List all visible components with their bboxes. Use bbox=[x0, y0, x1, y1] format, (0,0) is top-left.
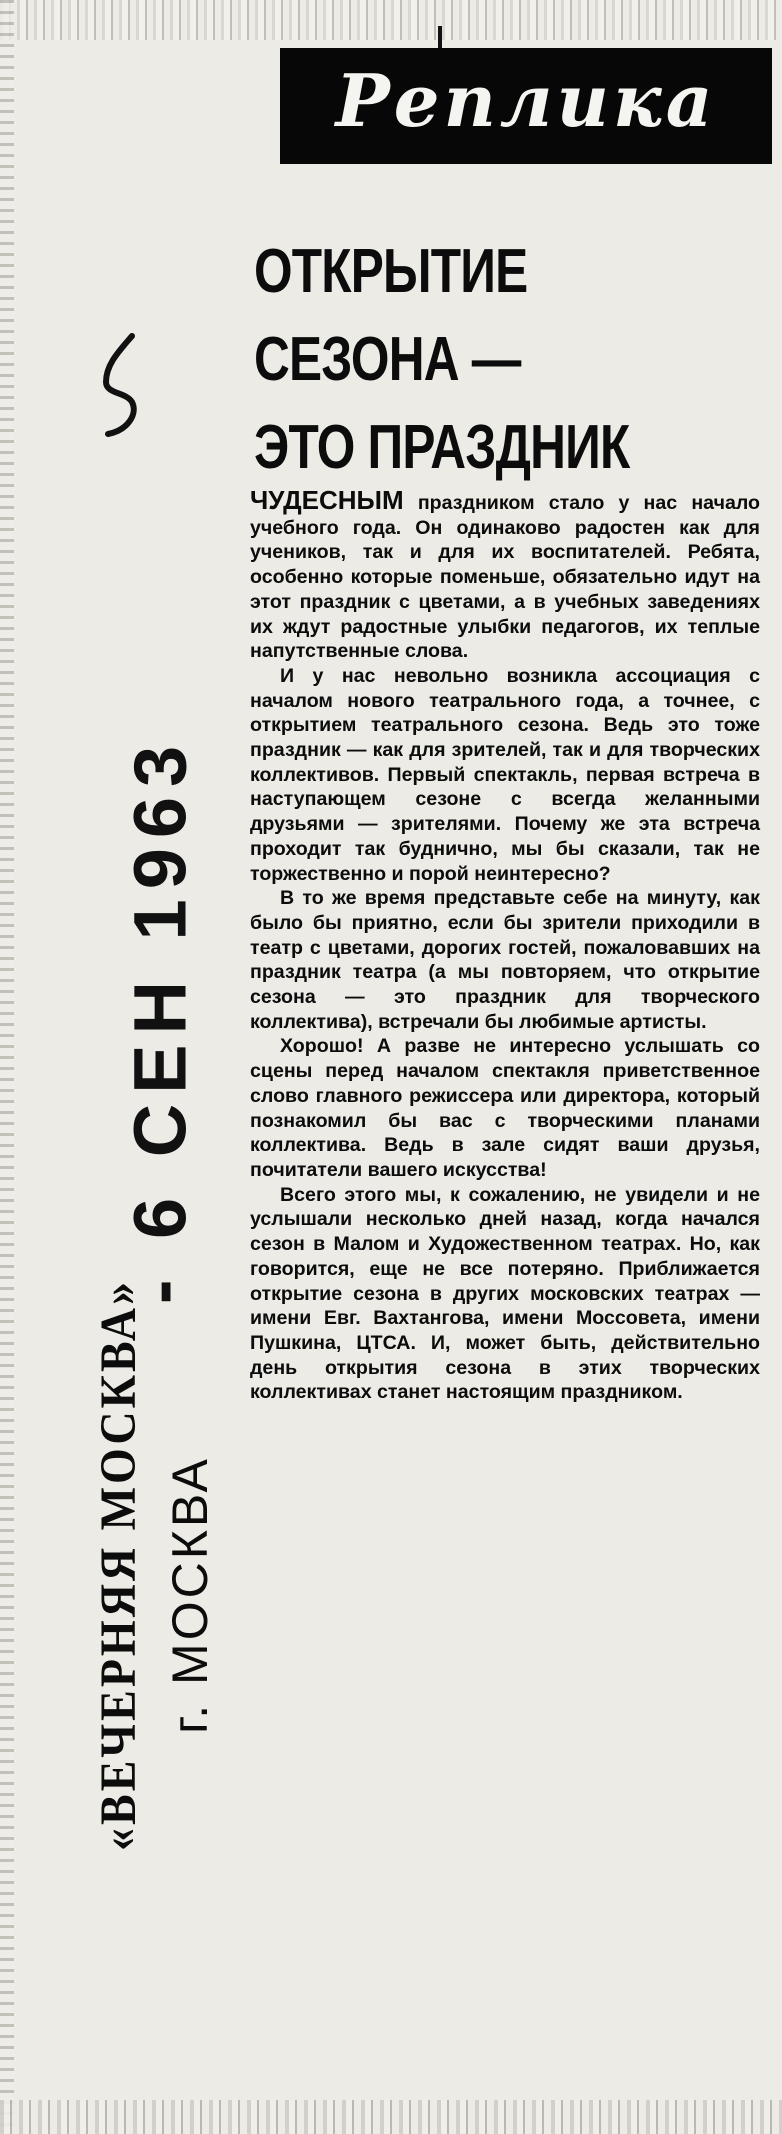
headline-line-2: СЕЗОНА — bbox=[254, 325, 521, 394]
rubric-banner bbox=[280, 48, 772, 164]
date-stamp: - 6 СЕН 1963 bbox=[118, 735, 202, 1305]
city-stamp: г. МОСКВА bbox=[162, 1456, 218, 1734]
article-paragraph-2: И у нас невольно возникла ассоциация с началом нового театрального года, а точнее, с открытием театрального сезона. Ведь это тоже праздник — как для зрителей, так и для творческих коллективов. Первый спектакль, первая встреча в наступающем сезоне с всегда желанными друзьями — зрителями. Почему же эта встреча проходит так буднично, мы бы сказали, так не торжественно и порой неинтересно? bbox=[250, 664, 760, 885]
headline-line-1: ОТКРЫТИЕ bbox=[254, 237, 528, 306]
article-body bbox=[250, 485, 760, 1405]
headline-line-3: ЭТО ПРАЗДНИК bbox=[254, 413, 630, 482]
article-paragraph-1 bbox=[250, 485, 760, 664]
lead-word: ЧУДЕСНЫМ bbox=[250, 485, 404, 515]
paragraph-1-text: праздником стало у нас начало учебного года. Он одинаково радостен как для учеников, так и для их воспитателей. Ребята, особенно которые поменьше, обязательно идут на этот праздник с цветами, а в учебных заведениях их ждут радостные улыбки педагогов, их теплые напутственные слова. bbox=[250, 492, 760, 663]
handwritten-mark bbox=[92, 330, 152, 440]
paper-edge-top bbox=[0, 0, 782, 40]
paper-edge-left bbox=[0, 0, 14, 2134]
article-paragraph-5: Всего этого мы, к сожалению, не увидели и не услышали несколько дней назад, когда начался сезон в Малом и Художественном театрах. Но, как говорится, еще не все потеряно. Приближается открытие сезона в других московских театрах — имени Евг. Вахтангова, имени Моссовета, имени Пушкина, ЦТСА. И, может быть, действительно день открытия сезона в этих творческих коллективах станет настоящим праздником. bbox=[250, 1183, 760, 1404]
clipping-notch bbox=[438, 26, 442, 50]
newspaper-name-stamp: «ВЕЧЕРНЯЯ МОСКВА» bbox=[89, 1279, 147, 1851]
article-headline bbox=[254, 228, 654, 492]
paper-edge-bottom bbox=[0, 2100, 782, 2134]
article-paragraph-3: В то же время представьте себе на минуту, как было бы приятно, если бы зрители приходили в театр с цветами, дорогих гостей, пожаловавших на праздник театра (а мы повторяем, что открытие сезона — это праздник для творческого коллектива), встречали бы любимые артисты. bbox=[250, 887, 760, 1033]
rubric-title: Реплика bbox=[335, 58, 717, 143]
article-paragraph-4: Хорошо! А разве не интересно услышать со сцены перед началом спектакля приветственное слово главного режиссера или директора, который познакомил бы вас с творческими планами коллектива. Ведь в зале сидят ваши друзья, почитатели вашего искусства! bbox=[250, 1035, 760, 1181]
